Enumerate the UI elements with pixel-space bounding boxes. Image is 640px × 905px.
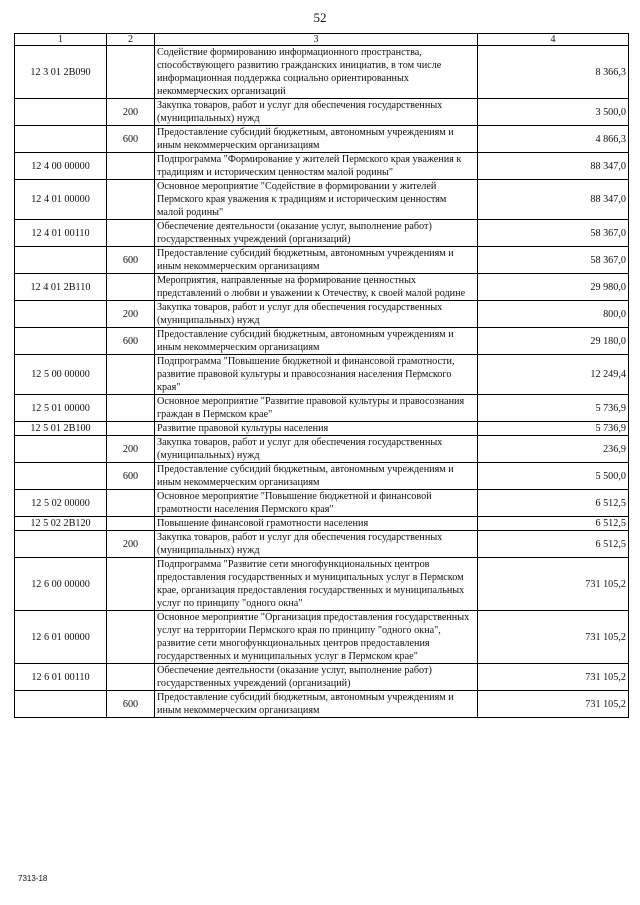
amount-cell: 6 512,5 [478,531,629,558]
classification-code-cell: 12 6 01 00110 [15,664,107,691]
expense-type-cell: 200 [107,301,155,328]
amount-cell: 12 249,4 [478,355,629,395]
expense-type-cell: 200 [107,99,155,126]
amount-cell: 6 512,5 [478,490,629,517]
amount-cell: 58 367,0 [478,220,629,247]
table-row [15,611,629,664]
item-name-cell: Развитие правовой культуры населения [155,422,478,436]
expense-type-cell: 600 [107,126,155,153]
item-name-cell: Предоставление субсидий бюджетным, автономным учреждениям и иным некоммерческим организациям [155,247,478,274]
classification-code-cell [15,328,107,355]
table-row [15,436,629,463]
amount-cell: 731 105,2 [478,691,629,718]
expense-type-cell [107,220,155,247]
table-row [15,328,629,355]
table-row [15,126,629,153]
amount-cell: 8 366,3 [478,46,629,99]
table-row [15,46,629,99]
table-row [15,422,629,436]
column-header-3: 3 [155,34,478,46]
classification-code-cell [15,463,107,490]
expense-type-cell: 600 [107,463,155,490]
amount-cell: 3 500,0 [478,99,629,126]
page-number: 52 [313,10,327,25]
item-name-cell: Предоставление субсидий бюджетным, автономным учреждениям и иным некоммерческим организациям [155,691,478,718]
item-name-cell: Предоставление субсидий бюджетным, автономным учреждениям и иным некоммерческим организациям [155,463,478,490]
item-name-cell: Закупка товаров, работ и услуг для обеспечения государственных (муниципальных) нужд [155,436,478,463]
table-row [15,395,629,422]
classification-code-cell: 12 5 02 00000 [15,490,107,517]
expense-type-cell [107,664,155,691]
item-name-cell: Обеспечение деятельности (оказание услуг, выполнение работ) государственных учреждений (организаций) [155,664,478,691]
item-name-cell: Повышение финансовой грамотности населения [155,517,478,531]
item-name-cell: Закупка товаров, работ и услуг для обеспечения государственных (муниципальных) нужд [155,301,478,328]
classification-code-cell: 12 5 02 2В120 [15,517,107,531]
amount-cell: 5 736,9 [478,422,629,436]
expense-type-cell: 600 [107,328,155,355]
item-name-cell: Основное мероприятие "Развитие правовой культуры и правосознания граждан в Пермском крае" [155,395,478,422]
table-body [15,46,629,718]
table-row [15,517,629,531]
item-name-cell: Основное мероприятие "Организация предоставления государственных услуг на территории Пермского края по принципу "одного окна", развитие сети многофункциональных центров предоставления государственных и муниципальных услуг в Пермском крае" [155,611,478,664]
amount-cell: 29 180,0 [478,328,629,355]
table-row [15,220,629,247]
table-row [15,490,629,517]
table-row [15,355,629,395]
expense-type-cell [107,395,155,422]
expense-type-cell [107,490,155,517]
expense-type-cell [107,180,155,220]
column-header-1: 1 [15,34,107,46]
item-name-cell: Мероприятия, направленные на формирование ценностных представлений о любви и уважении к Отечеству, к своей малой родине [155,274,478,301]
amount-cell: 58 367,0 [478,247,629,274]
amount-cell: 5 736,9 [478,395,629,422]
expense-type-cell: 600 [107,691,155,718]
classification-code-cell [15,436,107,463]
classification-code-cell [15,301,107,328]
table-row [15,691,629,718]
classification-code-cell: 12 4 00 00000 [15,153,107,180]
amount-cell: 800,0 [478,301,629,328]
item-name-cell: Основное мероприятие "Содействие в формировании у жителей Пермского края уважения к традициям и историческим ценностям малой родины" [155,180,478,220]
table-row [15,301,629,328]
item-name-cell: Закупка товаров, работ и услуг для обеспечения государственных (муниципальных) нужд [155,531,478,558]
expense-type-cell [107,611,155,664]
amount-cell: 731 105,2 [478,558,629,611]
expense-type-cell [107,274,155,301]
table-row [15,463,629,490]
item-name-cell: Обеспечение деятельности (оказание услуг, выполнение работ) государственных учреждений (организаций) [155,220,478,247]
amount-cell: 29 980,0 [478,274,629,301]
expense-type-cell: 600 [107,247,155,274]
item-name-cell: Основное мероприятие "Повышение бюджетной и финансовой грамотности населения Пермского края" [155,490,478,517]
classification-code-cell [15,247,107,274]
classification-code-cell: 12 5 01 00000 [15,395,107,422]
table-row [15,274,629,301]
classification-code-cell [15,691,107,718]
classification-code-cell: 12 3 01 2В090 [15,46,107,99]
amount-cell: 5 500,0 [478,463,629,490]
classification-code-cell [15,531,107,558]
expense-type-cell [107,355,155,395]
classification-code-cell: 12 4 01 00000 [15,180,107,220]
amount-cell: 88 347,0 [478,180,629,220]
classification-code-cell: 12 6 00 00000 [15,558,107,611]
expense-type-cell [107,558,155,611]
item-name-cell: Закупка товаров, работ и услуг для обеспечения государственных (муниципальных) нужд [155,99,478,126]
classification-code-cell: 12 5 01 2В100 [15,422,107,436]
expense-type-cell: 200 [107,531,155,558]
classification-code-cell: 12 4 01 2В110 [15,274,107,301]
expense-type-cell: 200 [107,436,155,463]
expense-type-cell [107,422,155,436]
amount-cell: 236,9 [478,436,629,463]
expense-type-cell [107,517,155,531]
amount-cell: 4 866,3 [478,126,629,153]
item-name-cell: Предоставление субсидий бюджетным, автономным учреждениям и иным некоммерческим организациям [155,328,478,355]
classification-code-cell [15,99,107,126]
classification-code-cell: 12 5 00 00000 [15,355,107,395]
table-row [15,153,629,180]
amount-cell: 731 105,2 [478,664,629,691]
classification-code-cell [15,126,107,153]
amount-cell: 88 347,0 [478,153,629,180]
table-row [15,664,629,691]
budget-table [14,33,629,718]
table-row [15,99,629,126]
classification-code-cell: 12 6 01 00000 [15,611,107,664]
item-name-cell: Подпрограмма "Развитие сети многофункциональных центров предоставления государственных и муниципальных услуг в Пермском крае, организация предоставления государственных и муниципальных услуг по принципу "одного окна" [155,558,478,611]
column-header-4: 4 [478,34,629,46]
expense-type-cell [107,153,155,180]
table-row [15,180,629,220]
table-row [15,531,629,558]
expense-type-cell [107,46,155,99]
table-row [15,558,629,611]
item-name-cell: Подпрограмма "Формирование у жителей Пермского края уважения к традициям и историческим ценностям малой родины" [155,153,478,180]
item-name-cell: Содействие формированию информационного пространства, способствующего развитию гражданских инициатив, в том числе информационная поддержка социально ориентированных некоммерческих организаций [155,46,478,99]
item-name-cell: Подпрограмма "Повышение бюджетной и финансовой грамотности, развитие правовой культуры и правосознания населения Пермского края" [155,355,478,395]
column-header-2: 2 [107,34,155,46]
item-name-cell: Предоставление субсидий бюджетным, автономным учреждениям и иным некоммерческим организациям [155,126,478,153]
amount-cell: 6 512,5 [478,517,629,531]
table-header-row [15,34,629,46]
classification-code-cell: 12 4 01 00110 [15,220,107,247]
table-row [15,247,629,274]
document-code: 7313-18 [18,874,48,883]
amount-cell: 731 105,2 [478,611,629,664]
